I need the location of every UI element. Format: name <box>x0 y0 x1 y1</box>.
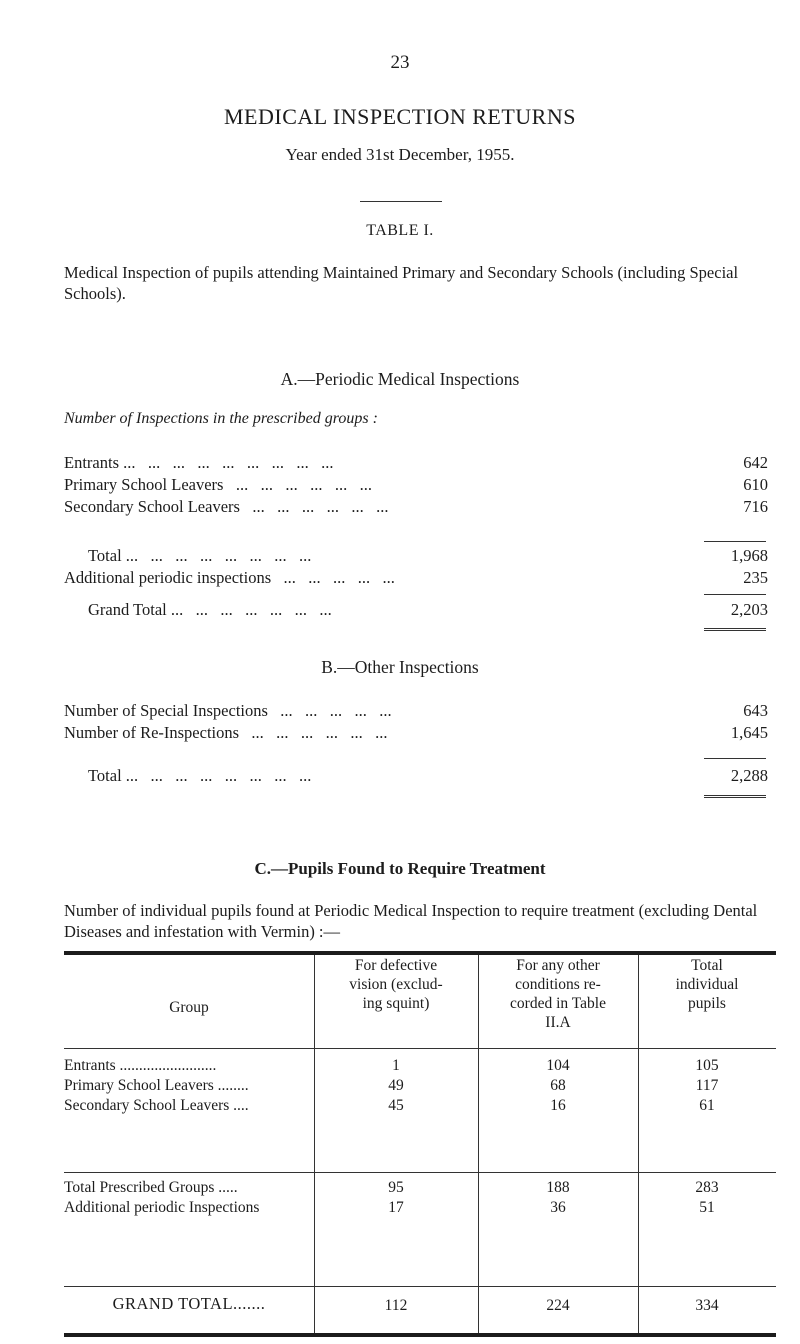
page-number: 23 <box>390 52 410 73</box>
list-item <box>64 474 768 496</box>
table-row <box>478 1056 638 1116</box>
cell-total: 61 <box>699 1097 715 1114</box>
cell-group: GRAND TOTAL....... <box>112 1294 266 1313</box>
header-line: corded in Table <box>510 995 606 1012</box>
row-label: Primary School Leavers ... ... ... ... ... ... <box>64 475 372 494</box>
cell-total: 117 <box>695 1077 719 1094</box>
divider <box>360 201 442 202</box>
table-top-rule <box>64 951 776 955</box>
header-line: vision (exclud- <box>349 976 443 993</box>
double-rule <box>704 628 766 631</box>
page-title: MEDICAL INSPECTION RETURNS <box>224 104 576 129</box>
row-label: Grand Total ... ... ... ... ... ... ... <box>88 600 332 619</box>
sum-divider <box>704 541 766 542</box>
cell-group: Primary School Leavers ........ <box>64 1077 249 1094</box>
header-rule <box>64 1048 776 1049</box>
cell-defective: 95 <box>388 1179 404 1196</box>
row-value: 1,968 <box>730 546 768 565</box>
table-bottom-rule <box>64 1333 776 1337</box>
table-row <box>314 1056 478 1116</box>
row-value: 643 <box>743 701 768 720</box>
cell-total: 105 <box>695 1057 719 1074</box>
header-line: Total <box>691 957 723 974</box>
list-item <box>64 567 768 589</box>
row-label: Additional periodic inspections ... ... ... ... ... <box>64 568 395 587</box>
section-b-heading: B.—Other Inspections <box>321 657 479 677</box>
section-c-paragraph: Number of individual pupils found at Periodic Medical Inspection to require treatment (excluding Dental Diseases and infestation with Vermin) :— <box>64 901 758 941</box>
row-label: Total ... ... ... ... ... ... ... ... <box>88 546 312 565</box>
table-label: TABLE I. <box>366 222 434 239</box>
section-a-heading: A.—Periodic Medical Inspections <box>280 369 520 389</box>
cell-other: 16 <box>550 1097 566 1114</box>
header-group: Group <box>169 999 209 1016</box>
list-item <box>64 765 768 787</box>
cell-other: 68 <box>550 1077 566 1094</box>
cell-defective: 17 <box>388 1199 404 1216</box>
header-line: For any other <box>516 957 600 974</box>
sum-divider <box>704 594 766 595</box>
row-rule <box>64 1172 776 1173</box>
row-label: Total ... ... ... ... ... ... ... ... <box>88 766 312 785</box>
table-row <box>314 1178 478 1218</box>
row-value: 716 <box>743 497 768 516</box>
row-label: Number of Re-Inspections ... ... ... ... ... ... <box>64 723 388 742</box>
header-line: individual <box>675 976 739 993</box>
cell-total: 283 <box>695 1179 719 1196</box>
header-line: conditions re- <box>515 976 601 993</box>
header-line: II.A <box>545 1014 571 1031</box>
row-value: 610 <box>743 475 768 494</box>
cell-other: 36 <box>550 1199 566 1216</box>
cell-group: Secondary School Leavers .... <box>64 1097 249 1114</box>
cell-total: 51 <box>699 1199 715 1216</box>
table-row <box>64 1178 314 1218</box>
row-label: Entrants ... ... ... ... ... ... ... ... ... <box>64 453 334 472</box>
row-value: 2,203 <box>730 600 768 619</box>
list-item <box>64 599 768 621</box>
page-subtitle: Year ended 31st December, 1955. <box>285 145 515 164</box>
header-other <box>478 956 638 1032</box>
list-item <box>64 700 768 722</box>
header-defective <box>314 956 478 1013</box>
cell-group: Total Prescribed Groups ..... <box>64 1179 238 1196</box>
section-c-heading: C.—Pupils Found to Require Treatment <box>254 859 546 878</box>
row-value: 235 <box>743 568 768 587</box>
cell-defective: 112 <box>384 1297 408 1314</box>
cell-other: 188 <box>546 1179 570 1196</box>
row-value: 2,288 <box>730 766 768 785</box>
cell-total: 334 <box>695 1297 719 1314</box>
double-rule <box>704 795 766 798</box>
cell-group: Additional periodic Inspections <box>64 1199 260 1216</box>
list-item <box>64 545 768 567</box>
row-label: Secondary School Leavers ... ... ... ... ... ... <box>64 497 389 516</box>
cell-defective: 45 <box>388 1097 404 1114</box>
row-rule <box>64 1286 776 1287</box>
header-line: pupils <box>688 995 726 1012</box>
sum-divider <box>704 758 766 759</box>
treatment-table <box>64 951 776 1339</box>
table-row <box>64 1056 314 1116</box>
header-total <box>638 956 776 1013</box>
list-item <box>64 722 768 744</box>
row-label: Number of Special Inspections ... ... ... ... ... <box>64 701 392 720</box>
cell-defective: 49 <box>388 1077 404 1094</box>
row-value: 642 <box>743 453 768 472</box>
table-row <box>638 1056 776 1116</box>
cell-group: Entrants ......................... <box>64 1057 217 1074</box>
cell-other: 224 <box>546 1297 570 1314</box>
intro-paragraph: Medical Inspection of pupils attending Maintained Primary and Secondary Schools (including Special Schools). <box>64 263 739 303</box>
header-line: For defective <box>354 957 438 974</box>
list-item <box>64 452 768 474</box>
cell-other: 104 <box>546 1057 570 1074</box>
table-row <box>638 1178 776 1218</box>
header-line: ing squint) <box>362 995 430 1012</box>
list-item <box>64 496 768 518</box>
table-row <box>478 1178 638 1218</box>
section-a-note: Number of Inspections in the prescribed groups : <box>64 410 378 427</box>
row-value: 1,645 <box>730 723 768 742</box>
cell-defective: 1 <box>392 1057 400 1074</box>
